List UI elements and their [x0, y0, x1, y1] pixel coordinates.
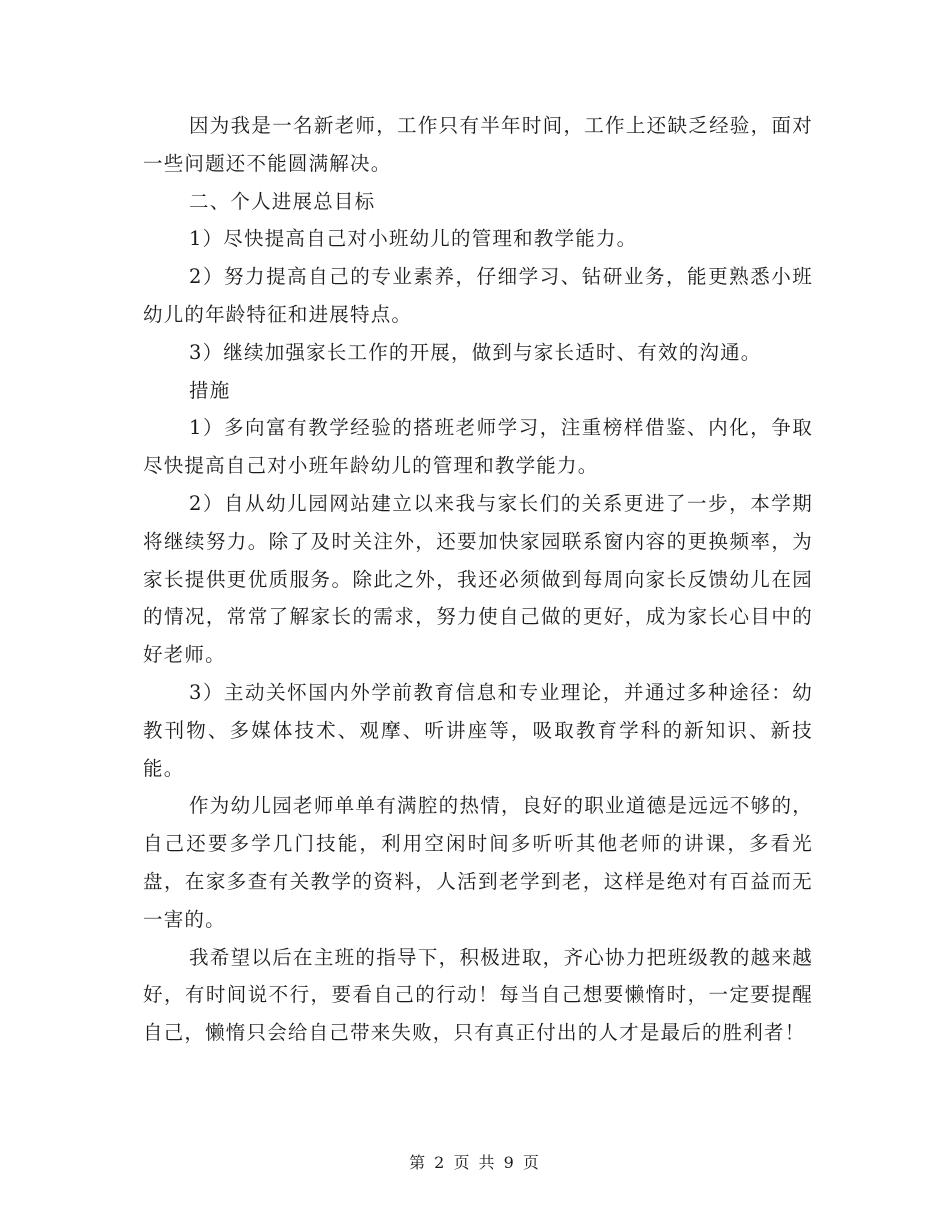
page-number-footer: 第 2 页 共 9 页: [409, 1153, 541, 1172]
paragraph-closing: 我希望以后在主班的指导下，积极进取，齐心协力把班级教的越来越好，有时间说不行，要看自己的行动！每当自己想要懒惰时，一定要提醒自己，懒惰只会给自己带来失败，只有真正付出的人才是最后的胜利者！: [143, 945, 813, 1045]
measure-item-1: 1）多向富有教学经验的搭班老师学习，注重榜样借鉴、内化，争取尽快提高自己对小班年龄幼儿的管理和教学能力。: [143, 416, 813, 478]
measure-item-2: 2）自从幼儿园网站建立以来我与家长们的关系更进了一步，本学期将继续努力。除了及时关注外，还要加快家园联系窗内容的更换频率，为家长提供更优质服务。除此之外，我还必须做到每周向家长反馈幼儿在园的情况，常常了解家长的需求，努力使自己做的更好，成为家长心目中的好老师。: [143, 491, 813, 667]
heading-measures: 措施: [189, 378, 231, 402]
goal-item-1: 1）尽快提高自己对小班幼儿的管理和教学能力。: [189, 227, 638, 251]
document-body: [143, 107, 813, 1052]
paragraph-intro: 因为我是一名新老师，工作只有半年时间，工作上还缺乏经验，面对一些问题还不能圆满解决。: [143, 114, 813, 175]
measure-item-3: 3）主动关怀国内外学前教育信息和专业理论，并通过多种途径：幼教刊物、多媒体技术、观摩、听讲座等，吸取教育学科的新知识、新技能。: [143, 680, 813, 780]
goal-item-2: 2）努力提高自己的专业素养，仔细学习、钻研业务，能更熟悉小班幼儿的年龄特征和进展特点。: [143, 265, 813, 326]
goal-item-3: 3）继续加强家长工作的开展，做到与家长适时、有效的沟通。: [189, 340, 762, 364]
heading-personal-goals: 二、个人进展总目标: [189, 189, 376, 213]
paragraph-reflection: 作为幼儿园老师单单有满腔的热情，良好的职业道德是远远不够的，自己还要多学几门技能，利用空闲时间多听听其他老师的讲课，多看光盘，在家多查有关教学的资料，人活到老学到老，这样是绝对有百益而无一害的。: [143, 794, 813, 931]
